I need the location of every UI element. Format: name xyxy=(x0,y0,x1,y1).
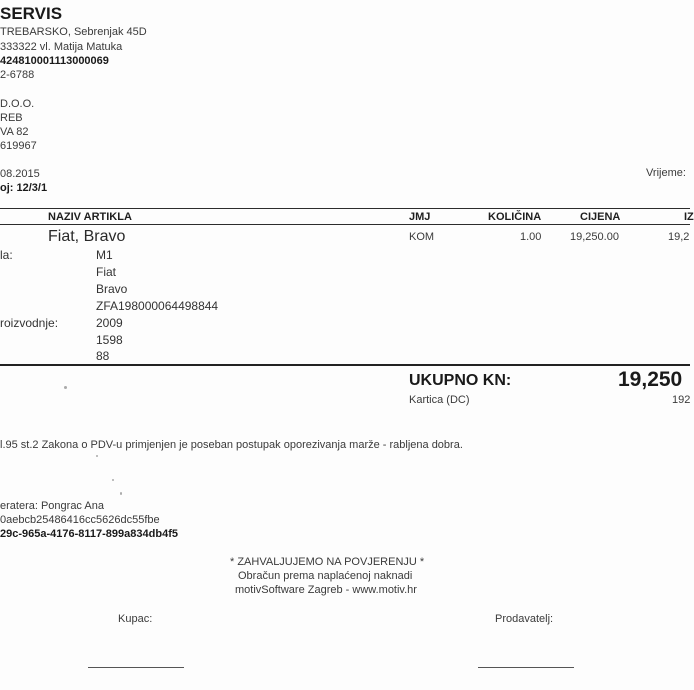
seller-label: Prodavatelj: xyxy=(495,613,554,625)
table-top-rule xyxy=(0,208,690,209)
vat-note: l.95 st.2 Zakona o PDV-u primjenjen je poseban postupak oporezivanja marže - rabljena dobra. xyxy=(0,439,463,451)
payment-value: 192 xyxy=(672,394,691,406)
calc-note: Obračun prema naplaćenoj naknadi xyxy=(238,570,413,582)
customer-city: REB xyxy=(0,112,23,124)
item-amount: 19,2 xyxy=(668,231,690,243)
total-label: UKUPNO KN: xyxy=(409,372,512,389)
operator-line: eratera: Pongrac Ana xyxy=(0,500,104,512)
seller-signature-line xyxy=(478,667,574,668)
detail-label: la: xyxy=(0,248,13,262)
item-name: Fiat, Bravo xyxy=(48,228,126,245)
software-line: motivSoftware Zagreb - www.motiv.hr xyxy=(235,584,417,596)
detail-value: M1 xyxy=(96,248,113,262)
item-price: 19,250.00 xyxy=(570,231,619,243)
table-header-rule xyxy=(0,224,690,225)
header-item-name: NAZIV ARTIKLA xyxy=(48,211,132,223)
detail-value: 88 xyxy=(96,349,110,363)
time-label: Vrijeme: xyxy=(646,167,686,179)
customer-oib: 619967 xyxy=(0,140,37,152)
header-quantity: KOLIČINA xyxy=(488,211,542,223)
total-value: 19,250 xyxy=(618,368,683,391)
company-name: SERVIS xyxy=(0,4,63,23)
company-account: 424810001113000069 xyxy=(0,55,109,67)
company-address: TREBARSKO, Sebrenjak 45D xyxy=(0,26,147,38)
detail-value: 2009 xyxy=(96,316,123,330)
jir-code: 29c-965a-4176-8117-899a834db4f5 xyxy=(0,528,178,540)
header-price: CIJENA xyxy=(580,211,621,223)
buyer-signature-line xyxy=(88,667,184,668)
header-amount: IZ xyxy=(684,211,694,223)
table-bottom-rule xyxy=(0,364,690,366)
scan-speck xyxy=(96,455,98,457)
detail-value: 1598 xyxy=(96,333,123,347)
invoice-date: 08.2015 xyxy=(0,168,40,180)
item-quantity: 1.00 xyxy=(520,231,542,243)
buyer-label: Kupac: xyxy=(118,613,153,625)
scan-speck xyxy=(120,492,122,495)
detail-label: roizvodnje: xyxy=(0,316,59,330)
scan-speck xyxy=(112,479,114,481)
thanks-line: * ZAHVALJUJEMO NA POVJERENJU * xyxy=(230,556,425,568)
invoice-number: oj: 12/3/1 xyxy=(0,182,48,194)
header-unit: JMJ xyxy=(409,211,431,223)
item-unit: KOM xyxy=(409,231,435,243)
company-id-line: 333322 vl. Matija Matuka xyxy=(0,41,123,53)
detail-value: ZFA198000064498844 xyxy=(96,299,219,313)
scan-speck xyxy=(64,386,67,389)
customer-street: VA 82 xyxy=(0,126,29,138)
detail-value: Bravo xyxy=(96,282,128,296)
zki-code: 0aebcb25486416cc5626dc55fbe xyxy=(0,514,160,526)
payment-method: Kartica (DC) xyxy=(409,394,470,406)
customer-name: D.O.O. xyxy=(0,98,35,110)
company-phone: 2-6788 xyxy=(0,69,35,81)
detail-value: Fiat xyxy=(96,265,117,279)
